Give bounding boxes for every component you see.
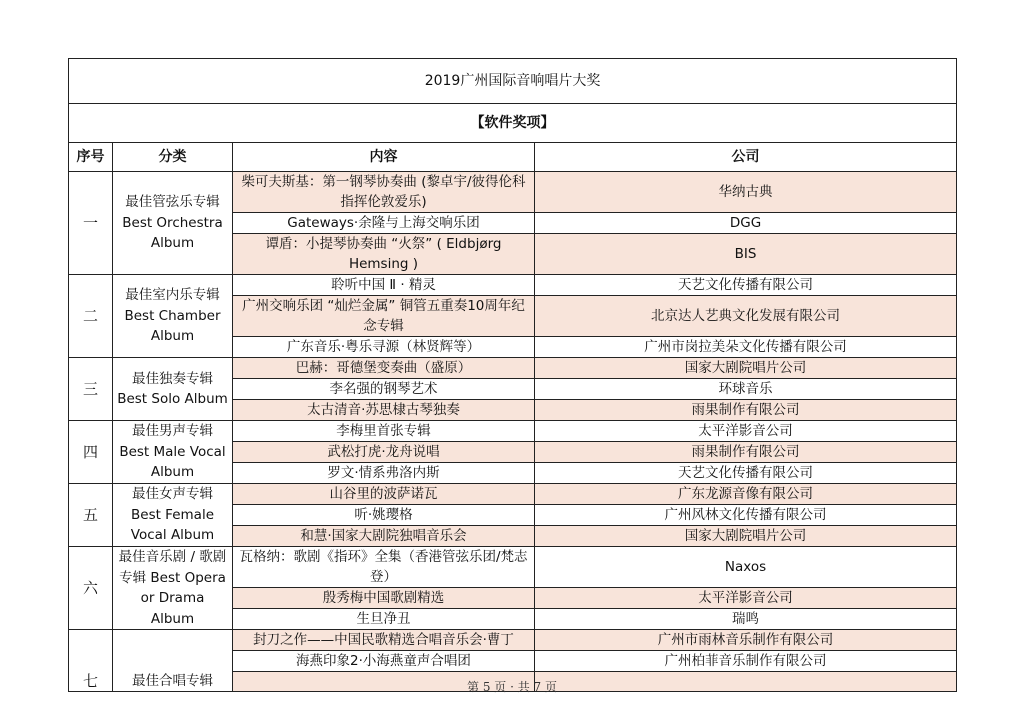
company-cell: 太平洋影音公司	[535, 421, 957, 442]
company-cell: 太平洋影音公司	[535, 588, 957, 609]
content-cell: 海燕印象2·小海燕童声合唱团	[233, 651, 535, 672]
section-title: 【软件奖项】	[69, 104, 957, 143]
content-cell: 和慧·国家大剧院独唱音乐会	[233, 526, 535, 547]
content-cell: 聆听中国 Ⅱ · 精灵	[233, 275, 535, 296]
company-cell: 广州柏菲音乐制作有限公司	[535, 651, 957, 672]
group-index: 五	[69, 484, 113, 547]
company-cell: BIS	[535, 234, 957, 275]
section-row	[69, 104, 957, 143]
company-cell: 国家大剧院唱片公司	[535, 526, 957, 547]
content-cell: 李梅里首张专辑	[233, 421, 535, 442]
content-cell: 封刀之作——中国民歌精选合唱音乐会·曹丁	[233, 630, 535, 651]
table-title: 2019广州国际音响唱片大奖	[69, 59, 957, 104]
content-cell: 瓦格纳：歌剧《指环》全集（香港管弦乐团/梵志登）	[233, 547, 535, 588]
group-category: 最佳女声专辑 Best Female Vocal Album	[113, 484, 233, 547]
table-row	[69, 275, 957, 296]
content-cell: 广州交响乐团 “灿烂金属” 铜管五重奏10周年纪念专辑	[233, 296, 535, 337]
content-cell: 柴可夫斯基：第一钢琴协奏曲 (黎卓宇/彼得伦科指挥伦敦爱乐)	[233, 172, 535, 213]
table-row	[69, 172, 957, 213]
company-cell: 环球音乐	[535, 379, 957, 400]
content-cell: 武松打虎·龙舟说唱	[233, 442, 535, 463]
group-index: 三	[69, 358, 113, 421]
awards-table	[68, 58, 957, 692]
content-cell: 罗文·情系弗洛内斯	[233, 463, 535, 484]
company-cell: 瑞鸣	[535, 609, 957, 630]
group-category: 最佳音乐剧 / 歌剧专辑 Best Opera or Drama Album	[113, 547, 233, 630]
content-cell: 李名强的钢琴艺术	[233, 379, 535, 400]
content-cell: 广东音乐·粤乐寻源（林贤辉等）	[233, 337, 535, 358]
group-category: 最佳独奏专辑 Best Solo Album	[113, 358, 233, 421]
content-cell: 巴赫：哥德堡变奏曲（盛原）	[233, 358, 535, 379]
company-cell: 华纳古典	[535, 172, 957, 213]
group-index: 六	[69, 547, 113, 630]
content-cell: 太古清音·苏思棣古琴独奏	[233, 400, 535, 421]
company-cell: 天艺文化传播有限公司	[535, 463, 957, 484]
header-category: 分类	[113, 143, 233, 172]
header-company: 公司	[535, 143, 957, 172]
company-cell: 雨果制作有限公司	[535, 400, 957, 421]
company-cell: Naxos	[535, 547, 957, 588]
company-cell: 雨果制作有限公司	[535, 442, 957, 463]
table-row	[69, 630, 957, 651]
company-cell: 广州风林文化传播有限公司	[535, 505, 957, 526]
header-index: 序号	[69, 143, 113, 172]
group-category: 最佳管弦乐专辑 Best Orchestra Album	[113, 172, 233, 275]
content-cell: 殷秀梅中国歌剧精选	[233, 588, 535, 609]
header-row	[69, 143, 957, 172]
header-content: 内容	[233, 143, 535, 172]
table-row	[69, 358, 957, 379]
company-cell: 天艺文化传播有限公司	[535, 275, 957, 296]
group-index: 二	[69, 275, 113, 358]
company-cell: 广东龙源音像有限公司	[535, 484, 957, 505]
company-cell: 北京达人艺典文化发展有限公司	[535, 296, 957, 337]
group-index: 一	[69, 172, 113, 275]
company-cell: 广州市岗拉美朵文化传播有限公司	[535, 337, 957, 358]
group-index: 七	[69, 630, 113, 692]
content-cell: Gateways·余隆与上海交响乐团	[233, 213, 535, 234]
company-cell: 广州市雨林音乐制作有限公司	[535, 630, 957, 651]
table-row	[69, 484, 957, 505]
company-cell: DGG	[535, 213, 957, 234]
table-row	[69, 547, 957, 588]
company-cell: 国家大剧院唱片公司	[535, 358, 957, 379]
group-category: 最佳室内乐专辑 Best Chamber Album	[113, 275, 233, 358]
content-cell: 生旦净丑	[233, 609, 535, 630]
content-cell: 谭盾：小提琴协奏曲 “火祭” ( Eldbjørg Hemsing )	[233, 234, 535, 275]
group-category: 最佳男声专辑 Best Male Vocal Album	[113, 421, 233, 484]
content-cell: 听·姚璎格	[233, 505, 535, 526]
group-index: 四	[69, 421, 113, 484]
table-row	[69, 421, 957, 442]
content-cell: 山谷里的波萨诺瓦	[233, 484, 535, 505]
title-row	[69, 59, 957, 104]
group-category: 最佳合唱专辑	[113, 630, 233, 692]
page-footer: 第 5 页 · 共 7 页	[467, 680, 557, 694]
